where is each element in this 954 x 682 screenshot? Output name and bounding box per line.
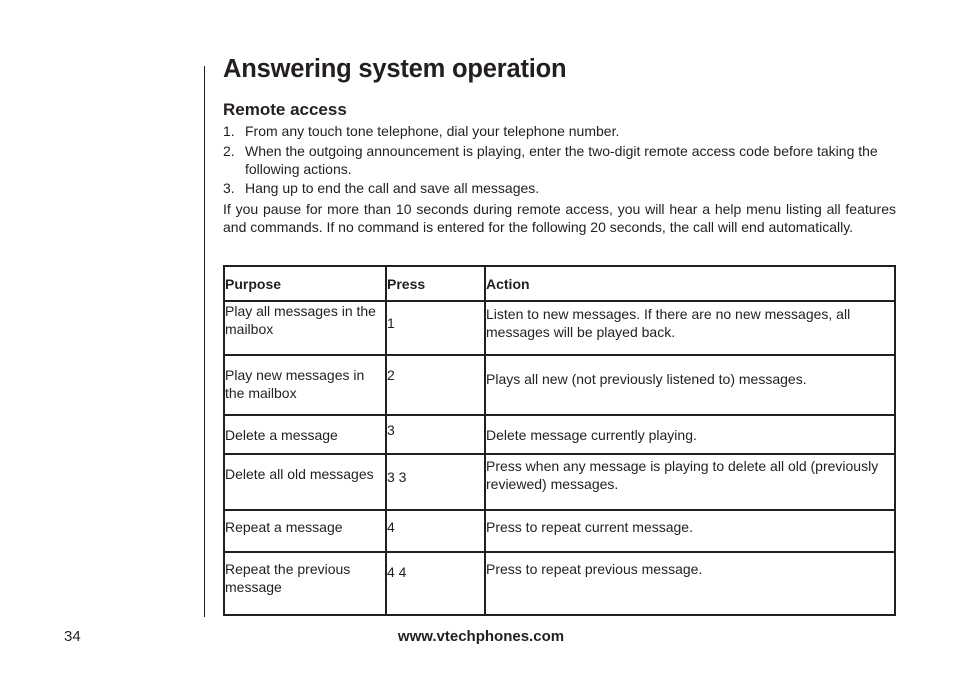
header-purpose: Purpose bbox=[224, 266, 386, 301]
purpose-cell: Play new messages in the mailbox bbox=[224, 355, 386, 415]
action-cell: Press when any message is playing to delete all old (previously reviewed) messages. bbox=[485, 454, 895, 510]
table-row bbox=[224, 454, 895, 510]
press-cell: 4 4 bbox=[386, 552, 485, 615]
table-row bbox=[224, 355, 895, 415]
step-number: 2. bbox=[223, 143, 235, 159]
table-row bbox=[224, 301, 895, 355]
press-cell: 4 bbox=[386, 510, 485, 552]
table-row bbox=[224, 415, 895, 454]
step-text: From any touch tone telephone, dial your telephone number. bbox=[245, 123, 620, 139]
header-action: Action bbox=[485, 266, 895, 301]
step-number: 1. bbox=[223, 123, 235, 139]
press-cell: 3 3 bbox=[386, 454, 485, 510]
action-cell: Press to repeat current message. bbox=[485, 510, 895, 552]
purpose-cell: Repeat the previous message bbox=[224, 552, 386, 615]
step-item bbox=[223, 122, 896, 140]
step-item bbox=[223, 142, 896, 178]
purpose-cell: Play all messages in the mailbox bbox=[224, 301, 386, 355]
press-cell: 2 bbox=[386, 355, 485, 415]
remote-commands-table bbox=[223, 265, 896, 616]
purpose-cell: Repeat a message bbox=[224, 510, 386, 552]
purpose-cell: Delete all old messages bbox=[224, 454, 386, 510]
step-item bbox=[223, 179, 896, 197]
page-title: Answering system operation bbox=[223, 55, 567, 83]
step-number: 3. bbox=[223, 180, 235, 196]
press-cell: 1 bbox=[386, 301, 485, 355]
margin-rule bbox=[204, 66, 205, 617]
table-row bbox=[224, 510, 895, 552]
footer-url: www.vtechphones.com bbox=[397, 628, 565, 645]
header-press: Press bbox=[386, 266, 485, 301]
step-text: When the outgoing announcement is playing, enter the two-digit remote access code before taking the following actions. bbox=[245, 143, 878, 177]
action-cell: Listen to new messages. If there are no new messages, all messages will be played back. bbox=[485, 301, 895, 355]
step-text: Hang up to end the call and save all messages. bbox=[245, 180, 540, 196]
action-cell: Delete message currently playing. bbox=[485, 415, 895, 454]
section-title: Remote access bbox=[223, 100, 347, 119]
action-cell: Plays all new (not previously listened to) messages. bbox=[485, 355, 895, 415]
purpose-cell: Delete a message bbox=[224, 415, 386, 454]
table-row bbox=[224, 552, 895, 615]
page-number: 34 bbox=[64, 628, 81, 645]
footer-url-container bbox=[0, 628, 954, 645]
action-cell: Press to repeat previous message. bbox=[485, 552, 895, 615]
press-cell: 3 bbox=[386, 415, 485, 454]
steps-list bbox=[223, 122, 896, 198]
intro-paragraph: If you pause for more than 10 seconds during remote access, you will hear a help menu listing all features and commands. If no command is entered for the following 20 seconds, the call will end automatically. bbox=[223, 201, 896, 235]
table-header-row bbox=[224, 266, 895, 301]
